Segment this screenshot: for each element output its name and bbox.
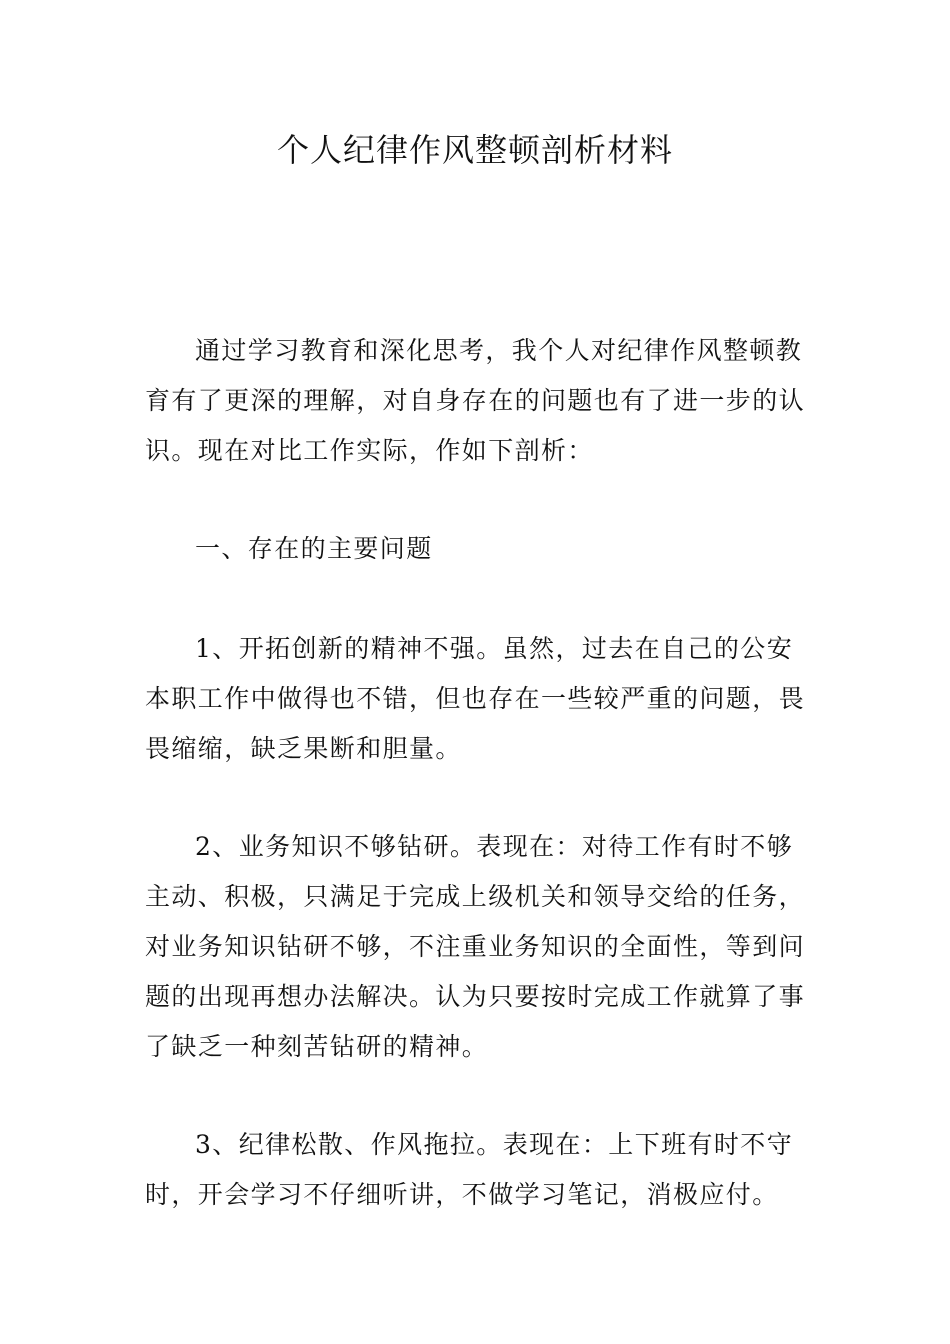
intro-paragraph: 通过学习教育和深化思考，我个人对纪律作风整顿教育有了更深的理解，对自身存在的问题也有了进一步的认识。现在对比工作实际，作如下剖析： xyxy=(145,336,806,465)
section-heading-main-problems: 一、存在的主要问题 xyxy=(195,534,433,563)
problem-item-2: 2、业务知识不够钻研。表现在：对待工作有时不够主动、积极，只满足于完成上级机关和领导交给的任务，对业务知识钻研不够，不注重业务知识的全面性，等到问题的出现再想办法解决。认为只要按时完成工作就算了事了缺乏一种刻苦钻研的精神。 xyxy=(145,832,806,1061)
problem-item-3: 3、纪律松散、作风拖拉。表现在：上下班有时不守时，开会学习不仔细听讲，不做学习笔记，消极应付。 xyxy=(145,1130,794,1209)
problem-item-1: 1、开拓创新的精神不强。虽然，过去在自己的公安本职工作中做得也不错，但也存在一些较严重的问题，畏畏缩缩，缺乏果断和胆量。 xyxy=(145,634,806,763)
document-title: 个人纪律作风整顿剖析材料 xyxy=(276,131,673,169)
